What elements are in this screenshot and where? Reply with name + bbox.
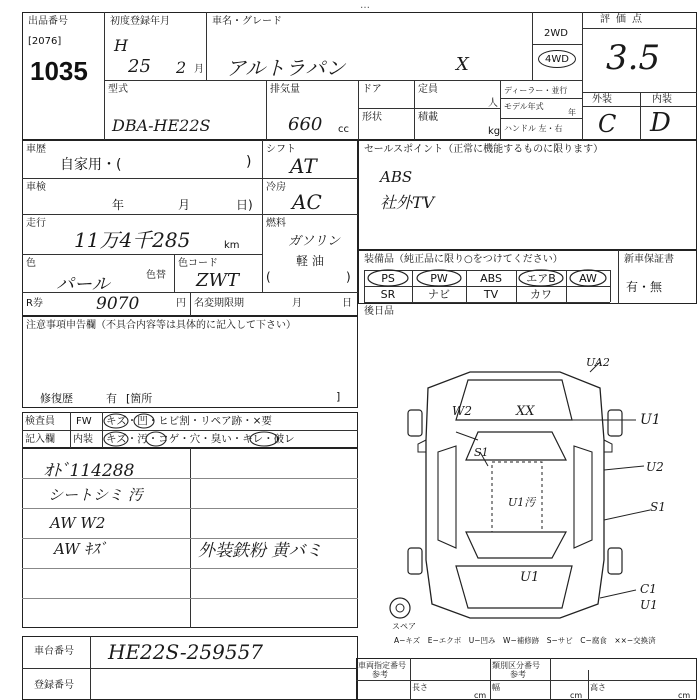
displacement-label: 排気量 [270,84,300,95]
aircon-label: 冷房 [266,182,286,193]
repair-value: 有 [106,392,117,405]
inspector-text-2: キズ・汚・コゲ・穴・臭い・キレ・破レ [106,433,295,445]
first-reg-label: 初度登録年月 [110,16,170,27]
car-trunk [456,566,572,608]
capacity-label: 定員 [418,84,438,95]
wheel-front-right [608,410,622,436]
warranty-label: 新車保証書 [624,254,674,265]
score-value: 3.5 [606,38,661,78]
displacement-value: 660 [288,114,323,135]
mileage-unit: km [224,240,240,251]
top-partial-text: … [360,0,370,11]
note-odometer: ｵﾄﾞ114288 [44,461,135,481]
first-reg-month-unit: 月 [194,64,204,75]
equip-navi: ナビ [428,288,450,301]
drive-value-text: 4WD [545,54,569,65]
car-name: アルトラパン [226,56,346,80]
inspection-month: 月 [178,198,191,212]
drive-label: 2WD [544,28,568,39]
lot-number: 1035 [30,56,88,86]
wheel-rear-right [608,548,622,574]
lot-sub: [2076] [28,36,62,47]
diagram-mark-u1-corner: U1 [640,598,658,612]
diagram-mark-u1-rear: U1 [520,570,540,585]
inspection-day: 日) [236,198,253,212]
capacity-unit: 人 [488,98,498,109]
equip-sr: SR [380,288,396,301]
fuel-paren-open: ( [266,270,271,284]
mileage-value: 11万4千285 [74,228,191,252]
car-name-label: 車名・グレード [212,16,282,27]
equip-ps: PS [381,272,395,285]
exterior-grade: C [598,110,617,138]
inspector-text-1: キズ・凹・ヒビ割・リペア跡・×要 [106,415,272,427]
diagram-mark-ua2: UA2 [586,356,610,369]
fuel-alt: 軽 油 [296,254,324,268]
history-close: ) [246,154,252,170]
inspection-label: 車検 [26,182,46,193]
note-iron-powder: 外装鉄粉 黄バミ [198,541,323,561]
registration-label: 登録番号 [34,680,74,691]
first-reg-year: 25 [128,56,151,77]
equip-leather: カワ [530,288,552,301]
diagram-mark-u2: U2 [646,460,664,474]
sales-points-label: セールスポイント（正常に機能するものに限ります） [364,144,604,155]
after-items-label: 後日品 [364,306,394,317]
shift-label: シフト [266,144,296,155]
length-unit: cm [474,691,487,700]
interior-grade: D [650,108,671,138]
wheel-rear-left [408,548,422,574]
history-value: 自家用・( [60,157,122,173]
width-label: 幅 [492,683,500,692]
fuel-value: ガソリン [288,234,341,249]
shift-value: AT [290,154,317,178]
chassis-label: 車台番号 [34,646,74,657]
repair-close: ] [336,390,341,403]
recycle-unit: 円 [176,298,186,309]
model-label: 型式 [108,84,128,95]
inspector-tag-interior: 内装 [73,434,93,445]
height-label: 高さ [590,683,606,692]
car-right-doors [574,446,592,548]
shape-label: 形状 [362,112,382,123]
note-seat-stain: シートシミ 汚 [48,486,143,504]
interior-label: 内装 [652,94,672,105]
inspector-label: 検査員 [25,416,55,427]
door-label: ドア [362,84,382,95]
score-label: 評価点 [600,14,648,25]
equip-pw: PW [430,272,448,285]
model-year-label: モデル年式 [504,102,544,111]
class-ref: 参考 [510,670,526,679]
note-aw-scratch: AW ｷｽﾞ [54,540,107,558]
designated-label: 車両指定番号 [358,661,406,670]
car-left-doors [438,446,456,548]
warranty-value: 有・無 [626,280,663,294]
equipment-label: 装備品（純正品に限り○をつけてください） [364,254,563,265]
damage-legend: A−キズ E−エクボ U−凹み W−補修跡 S−サビ C−腐食 ××−交換済 [394,636,656,645]
model-year-unit: 年 [568,108,576,117]
diagram-mark-w2: W2 [452,404,472,418]
equip-aw: AW [579,272,597,285]
exterior-label: 外装 [592,94,612,105]
diagram-mark-s1-left: S1 [474,446,489,459]
displacement-unit: cc [338,124,349,135]
handle-label: ハンドル 左・右 [504,124,563,133]
notes-label: 注意事項申告欄（不具合内容等は具体的に記入して下さい） [26,320,296,331]
width-unit: cm [570,691,583,700]
first-reg-era: H [114,36,128,55]
repair-label: 修復歴 [40,392,73,405]
height-unit: cm [678,691,691,700]
load-label: 積載 [418,112,438,123]
designated-ref: 参考 [372,670,388,679]
car-rear-window [466,532,566,558]
note-aw-w2: AW W2 [50,514,106,532]
dealer-label: ディーラー・並行 [504,86,568,95]
mileage-label: 走行 [26,218,46,229]
fuel-paren-close: ) [346,270,351,284]
first-reg-month: 2 [176,58,187,77]
chassis-value: HE22S-259557 [108,640,264,664]
repair-place: [箇所 [126,392,153,405]
equip-tv: TV [483,288,499,301]
name-change-label: 名変期限期 [194,298,244,309]
name-change-day: 日 [342,298,352,309]
color-label: 色 [26,258,36,269]
model-value: DBA-HE22S [112,116,211,135]
recycle-value: 9070 [96,294,140,314]
diagram-mark-xx: XX [516,404,535,419]
sales-point-2: 社外TV [380,193,435,212]
car-grade: X [456,54,469,75]
equip-abs: ABS [480,272,502,285]
aircon-value: AC [292,190,322,214]
wheel-front-left [408,410,422,436]
color-code-label: 色コード [178,258,218,269]
color-code-value: ZWT [196,270,240,291]
load-unit: kg [488,126,501,137]
lot-label: 出品番号 [28,16,68,27]
diagram-mark-s1-right: S1 [650,500,666,514]
history-label: 車歴 [26,144,46,155]
length-label: 長さ [412,683,428,692]
spare-label: スペア [392,622,416,631]
equip-airbag: エアB [526,272,556,285]
sales-point-1: ABS [380,168,413,186]
car-hood [456,380,572,420]
recycle-label: R券 [26,298,43,309]
color-value: パール [56,274,110,295]
inspector-tag-fw: FW [76,416,92,427]
spare-tire-icon [390,598,410,618]
color-shade-label: 色替 [146,270,166,281]
name-change-month: 月 [292,298,302,309]
fuel-label: 燃料 [266,218,286,229]
class-label: 類別区分番号 [492,661,540,670]
inspection-year: 年 [112,198,125,212]
entry-label: 記入欄 [25,434,55,445]
diagram-mark-c1: C1 [640,582,657,596]
diagram-mark-u1-stain: U1汚 [508,496,536,509]
diagram-mark-u1-front: U1 [640,412,661,428]
